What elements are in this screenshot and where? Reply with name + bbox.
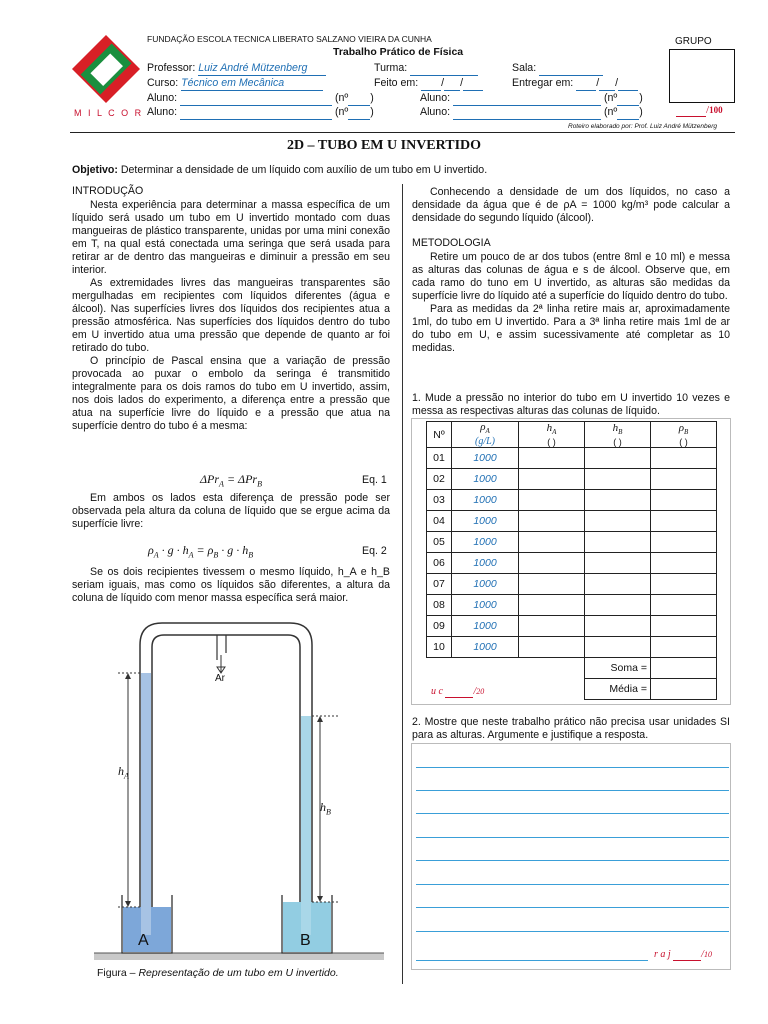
curso-row xyxy=(147,77,323,91)
table-row: 02 1000 xyxy=(427,469,717,490)
cell-input[interactable] xyxy=(651,532,717,553)
grupo-box[interactable] xyxy=(669,49,735,103)
aluno-row-2b: Aluno: (nº ) xyxy=(420,106,643,118)
intro-paragraph-4: Em ambos os lados esta diferença de pressão pode ser observada pela altura da coluna de líquido que se ergue acima da superfície livre: xyxy=(72,492,390,530)
raj-score[interactable]: r a j /10 xyxy=(654,949,712,960)
cell-input[interactable] xyxy=(651,490,717,511)
header-n: Nº xyxy=(427,422,452,448)
media-label: Média = xyxy=(585,679,651,700)
label-ha: $h_A$ xyxy=(118,764,129,781)
grupo-label: GRUPO xyxy=(675,36,712,47)
question-1: 1. Mude a pressão no interior do tubo em U invertido 10 vezes e messa as respectivas alturas das colunas de líquido. xyxy=(412,392,730,417)
objective xyxy=(72,164,737,177)
table-row: 04 1000 xyxy=(427,511,717,532)
header-h-a: $h_A$ ( ) xyxy=(519,422,585,448)
feito-label: Feito em: xyxy=(374,77,419,89)
intro-paragraph-3: O princípio de Pascal ensina que a variação de pressão provocada ao puxar o embolo da seringa é transmitido integralmente para os dois ramos do tubo em U invertido, assim, nos dois lados do experimento, a diferença entre a pressão que atua na superfície livre do líquido e a pressão que atua na superfície dentro do tubo é a mesma: xyxy=(72,355,390,432)
method-paragraph-2: Para as medidas da 2ª linha retire mais ar, aproximadamente 1ml, do tubo em U invertido. Para a 3ª linha retire mais 1ml de ar do tubo em U, e assim sucessivamente até completar as 10 medidas. xyxy=(412,303,730,354)
intro-body xyxy=(72,199,390,433)
aluno-label: Aluno: xyxy=(420,92,451,104)
cell-input[interactable] xyxy=(585,553,651,574)
table-row: 03 1000 xyxy=(427,490,717,511)
credit-line: Roteiro elaborado por: Prof. Luiz André Mützenberg xyxy=(568,123,717,130)
intro-heading: INTRODUÇÃO xyxy=(72,185,144,197)
table-row: 07 1000 xyxy=(427,574,717,595)
aluno-label: Aluno: xyxy=(147,92,178,104)
density-paragraph: Conhecendo a densidade de um dos líquidos, no caso a densidade da água que é de ρA = 1000 kg/m³ pode calcular a densidade do segundo líquido (álcool). xyxy=(412,186,730,224)
cell-input[interactable] xyxy=(585,490,651,511)
turma-row xyxy=(374,62,478,76)
cell-input[interactable] xyxy=(519,532,585,553)
header-rho-a: $\rho_A$ (g/L) xyxy=(452,422,519,448)
aluno-field[interactable] xyxy=(180,92,332,106)
method-heading: METODOLOGIA xyxy=(412,237,491,249)
eq2-label: Eq. 2 xyxy=(362,545,387,557)
table-row: 08 1000 xyxy=(427,595,717,616)
professor-row xyxy=(147,62,326,76)
cell-input[interactable] xyxy=(585,469,651,490)
answer-line[interactable] xyxy=(416,960,648,961)
cell-input[interactable] xyxy=(585,448,651,469)
label-a: A xyxy=(138,932,149,949)
cell-input[interactable] xyxy=(651,595,717,616)
cell-input[interactable] xyxy=(585,511,651,532)
intro-paragraph-1: Nesta experiência para determinar a massa específica de um líquido será usado um tubo em U invertido montado com duas mangueiras de plástico transparente, unidas por uma mini conexão em T, na qual está conectada uma seringa que será usada para retirar ar de dentro das mangueiras e diminuir a pressão em seu interior. xyxy=(72,199,390,276)
eq1-rhs: ΔPr xyxy=(238,472,258,486)
page-title: 2D – TUBO EM U INVERTIDO xyxy=(286,138,482,153)
soma-field[interactable] xyxy=(651,658,717,679)
intro-paragraph-2: As extremidades livres das mangueiras transparentes são mergulhadas em recipientes com líquidos diferentes (água e álcool). Nas superfícies livres dos líquidos dos recipientes atua a pressão atmosférica. Nas superfícies dos líquidos dentro do tubo em U invertido atua uma pressão que depende de quanto ar foi retirado do tubo. xyxy=(72,277,390,354)
label-hb: $h_B$ xyxy=(320,800,331,817)
header-h-b: $h_B$ ( ) xyxy=(585,422,651,448)
cell-input[interactable] xyxy=(651,574,717,595)
cell-input[interactable] xyxy=(585,532,651,553)
question-2: 2. Mostre que neste trabalho prático não precisa usar unidades SI para as alturas. Argumente e justifique a resposta. xyxy=(412,716,730,741)
table-row: 10 1000 xyxy=(427,637,717,658)
method-body xyxy=(412,251,730,355)
table-row: 01 1000 xyxy=(427,448,717,469)
sala-field[interactable] xyxy=(539,62,603,76)
soma-row xyxy=(427,658,717,679)
u-tube-figure xyxy=(90,615,390,965)
cell-input[interactable] xyxy=(651,511,717,532)
table-row: 05 1000 xyxy=(427,532,717,553)
soma-label: Soma = xyxy=(585,658,651,679)
entregar-label: Entregar em: xyxy=(512,77,574,89)
cell-input[interactable] xyxy=(519,637,585,658)
curso-label: Curso: xyxy=(147,77,179,89)
cell-input[interactable] xyxy=(519,448,585,469)
num-label: (nº xyxy=(603,106,618,118)
score-field[interactable]: /100 xyxy=(676,104,723,117)
cell-input[interactable] xyxy=(651,616,717,637)
num-label: (nº xyxy=(334,106,349,118)
answer-line[interactable] xyxy=(416,790,729,791)
cell-input[interactable] xyxy=(585,595,651,616)
aluno-label: Aluno: xyxy=(420,106,451,118)
media-field[interactable] xyxy=(651,679,717,700)
feito-row: Feito em: / / xyxy=(374,77,483,91)
aluno-field[interactable] xyxy=(453,92,601,106)
professor-label: Professor: xyxy=(147,62,196,74)
cell-input[interactable] xyxy=(651,553,717,574)
cell-input[interactable] xyxy=(519,553,585,574)
cell-input[interactable] xyxy=(519,511,585,532)
uc-score[interactable]: u c /20 xyxy=(431,686,485,697)
aluno-row-1a: Aluno: (nº ) xyxy=(147,92,374,104)
cell-input[interactable] xyxy=(651,448,717,469)
method-paragraph-1: Retire um pouco de ar dos tubos (entre 8ml e 10 ml) e messa as alturas das colunas de água e s de álcool. Observe que, em cada ramo do tuno em U invertido, as alturas são medidas da superfície livre do líquido até a superfície do líquido dentro do tubo. xyxy=(412,251,730,302)
caption-text: Representação de um tubo em U invertido. xyxy=(138,967,339,979)
intro-paragraph-5: Se os dois recipientes tivessem o mesmo líquido, h_A e h_B seriam iguais, mas como os líquidos são diferentes, a altura da coluna de líquido com menor massa específica será maior. xyxy=(72,566,390,604)
num-label: (nº xyxy=(603,92,618,104)
answer-line[interactable] xyxy=(416,813,729,814)
measurement-table xyxy=(426,421,717,700)
cell-input[interactable] xyxy=(519,490,585,511)
cell-input[interactable] xyxy=(585,637,651,658)
subtitle: Trabalho Prático de Física xyxy=(333,46,464,58)
logo-text: M I L C O R xyxy=(74,108,144,118)
answer-line[interactable] xyxy=(416,884,729,885)
caption-prefix: Figura – xyxy=(97,967,136,979)
table-row: 09 1000 xyxy=(427,616,717,637)
turma-label: Turma: xyxy=(374,62,408,74)
turma-field[interactable] xyxy=(410,62,478,76)
rho-a-unit: g/L xyxy=(478,436,492,448)
answer-line[interactable] xyxy=(416,767,729,768)
table-row: 06 1000 xyxy=(427,553,717,574)
column-divider xyxy=(402,184,403,984)
header-rho-b: $\rho_B$ ( ) xyxy=(651,422,717,448)
sala-label: Sala: xyxy=(512,62,537,74)
eq1-label: Eq. 1 xyxy=(362,474,387,486)
aluno-row-1b: Aluno: (nº ) xyxy=(420,92,643,104)
aluno-row-2a: Aluno: (nº ) xyxy=(147,106,374,118)
answer-line[interactable] xyxy=(416,837,729,838)
cell-input[interactable] xyxy=(651,469,717,490)
cell-input[interactable] xyxy=(651,637,717,658)
school-logo xyxy=(70,33,142,105)
aluno-field[interactable] xyxy=(180,106,332,120)
cell-input[interactable] xyxy=(519,595,585,616)
cell-input[interactable] xyxy=(585,574,651,595)
aluno-label: Aluno: xyxy=(147,106,178,118)
professor-value[interactable]: Luiz André Mützenberg xyxy=(198,62,326,76)
sala-row xyxy=(512,62,603,76)
label-b: B xyxy=(300,932,311,949)
objective-label: Objetivo: xyxy=(72,164,118,176)
label-ar: Ar xyxy=(215,673,225,684)
answer-frame xyxy=(411,743,731,970)
cell-input[interactable] xyxy=(585,616,651,637)
cell-input[interactable] xyxy=(519,574,585,595)
objective-text: Determinar a densidade de um líquido com auxílio de um tubo em U invertido. xyxy=(120,164,488,176)
cell-input[interactable] xyxy=(519,616,585,637)
cell-input[interactable] xyxy=(519,469,585,490)
equation-1: ΔPr$_A$ = ΔPr$_B$ xyxy=(200,472,262,489)
liquid-column-a xyxy=(141,673,151,935)
answer-line[interactable] xyxy=(416,907,729,908)
header-divider xyxy=(70,132,735,133)
curso-value[interactable]: Técnico em Mecânica xyxy=(181,77,323,91)
aluno-field[interactable] xyxy=(453,106,601,120)
figure-caption xyxy=(97,967,339,979)
num-label: (nº xyxy=(334,92,349,104)
ground xyxy=(94,953,384,960)
school-name: FUNDAÇÃO ESCOLA TECNICA LIBERATO SALZANO VIEIRA DA CUNHA xyxy=(147,34,432,44)
answer-line[interactable] xyxy=(416,860,729,861)
entregar-row: Entregar em: / / xyxy=(512,77,638,91)
eq1-lhs: ΔPr xyxy=(200,472,220,486)
answer-line[interactable] xyxy=(416,931,729,932)
equation-2: $\rho_A \cdot g \cdot h_A = \rho_B \cdot g \cdot h_B$ xyxy=(148,543,254,560)
